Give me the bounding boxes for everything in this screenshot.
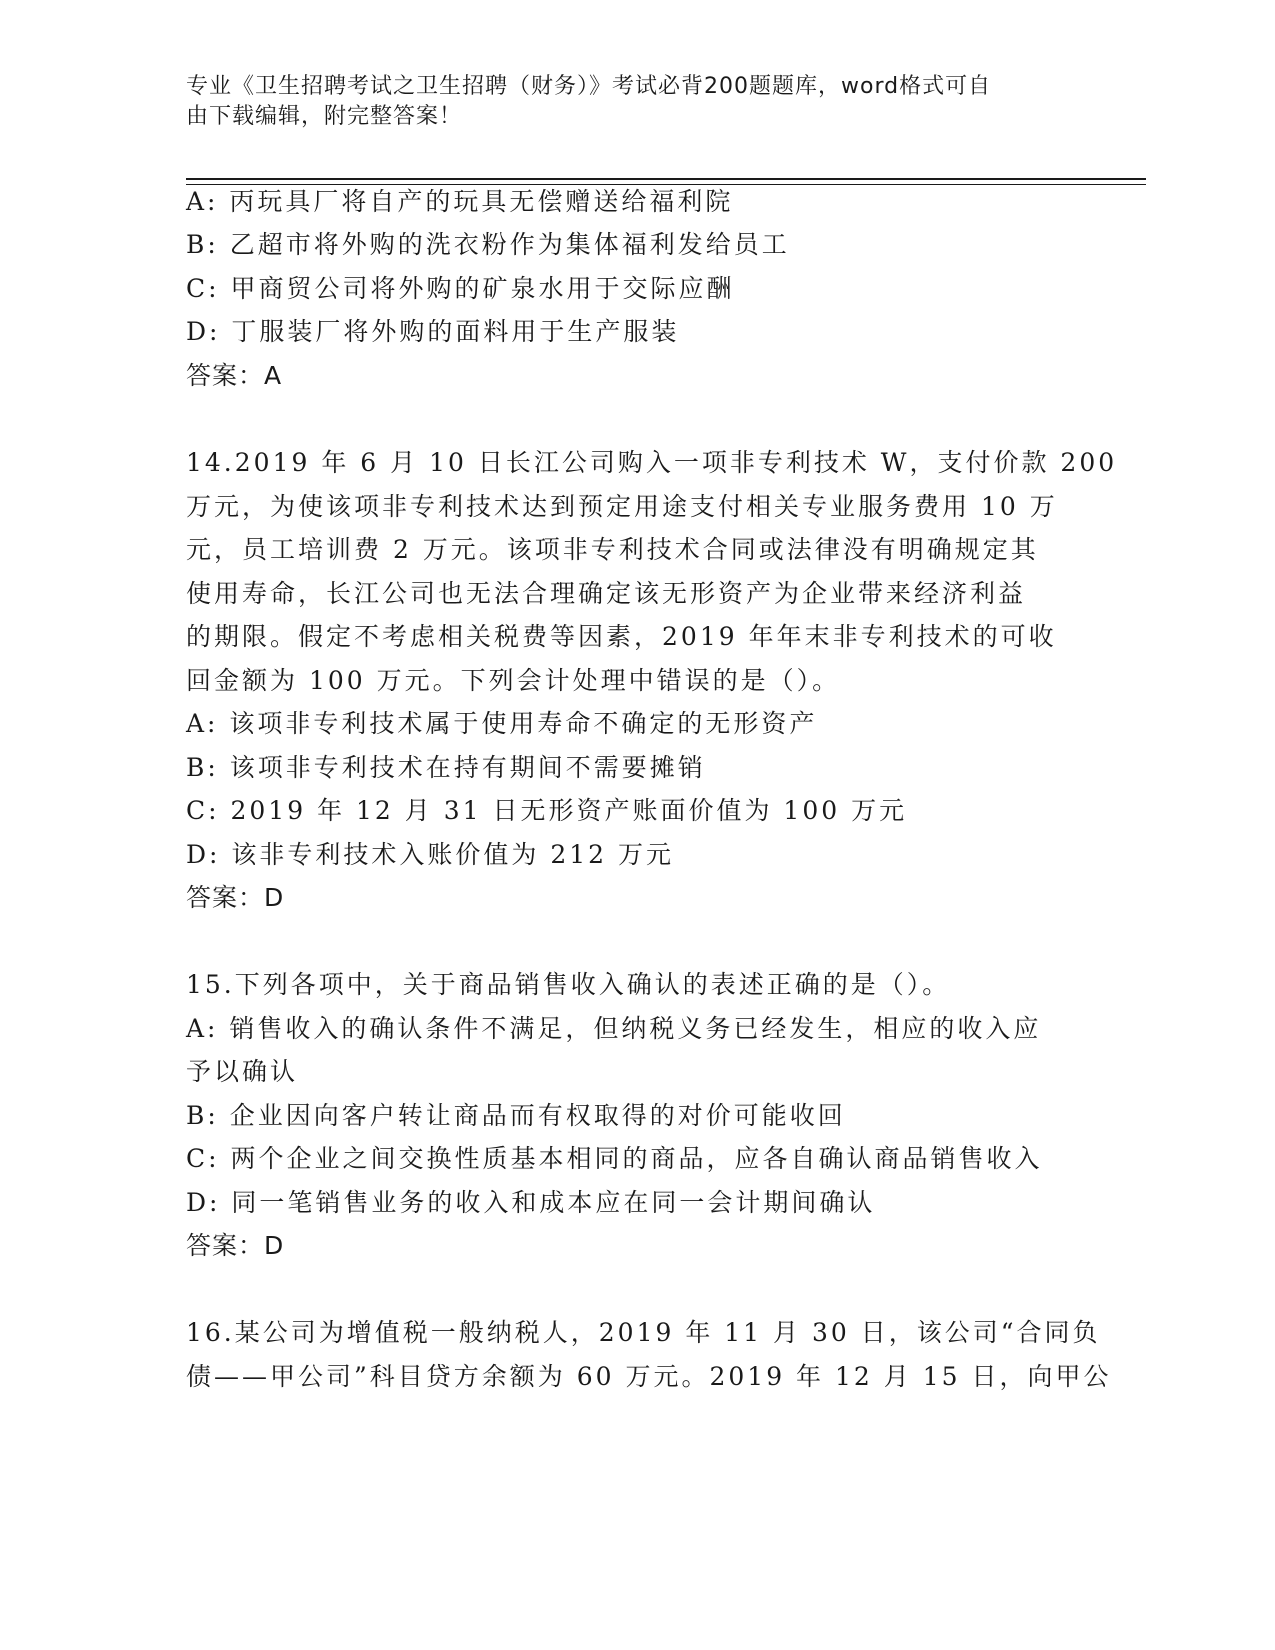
q15-option-d: D: 同一笔销售业务的收入和成本应在同一会计期间确认 xyxy=(186,1188,876,1217)
q14-stem-line-3: 元，员工培训费 2 万元。该项非专利技术合同或法律没有明确规定其 xyxy=(186,535,1039,564)
q14-option-d: D: 该非专利技术入账价值为 212 万元 xyxy=(186,840,675,869)
q13-option-b: B: 乙超市将外购的洗衣粉作为集体福利发给员工 xyxy=(186,230,790,259)
header-rule-thick xyxy=(186,178,1146,180)
q14-stem-line-1: 14.2019 年 6 月 10 日长江公司购入一项非专利技术 W，支付价款 200 xyxy=(186,448,1118,477)
q15-answer: 答案：D xyxy=(186,1231,285,1260)
q14-stem-line-5: 的期限。假定不考虑相关税费等因素，2019 年年末非专利技术的可收 xyxy=(186,622,1057,651)
header-title-line-1: 专业《卫生招聘考试之卫生招聘（财务）》考试必背200题题库，word格式可自 xyxy=(186,74,992,99)
q13-answer: 答案：A xyxy=(186,361,283,390)
q15-option-c: C: 两个企业之间交换性质基本相同的商品，应各自确认商品销售收入 xyxy=(186,1144,1043,1173)
q16-stem-line-2: 债——甲公司”科目贷方余额为 60 万元。2019 年 12 月 15 日，向甲公 xyxy=(186,1362,1112,1391)
q14-answer: 答案：D xyxy=(186,883,285,912)
q15-stem: 15.下列各项中，关于商品销售收入确认的表述正确的是（）。 xyxy=(186,970,951,999)
q13-option-d: D: 丁服装厂将外购的面料用于生产服装 xyxy=(186,317,680,346)
document-header xyxy=(186,72,1066,132)
header-title-line-2: 由下载编辑，附完整答案！ xyxy=(186,104,463,129)
q16-stem-line-1: 16.某公司为增值税一般纳税人，2019 年 11 月 30 日，该公司“合同负 xyxy=(186,1318,1101,1347)
q14-stem-line-6: 回金额为 100 万元。下列会计处理中错误的是（）。 xyxy=(186,666,841,695)
q14-stem-line-4: 使用寿命，长江公司也无法合理确定该无形资产为企业带来经济利益 xyxy=(186,579,1027,608)
q14-option-a: A: 该项非专利技术属于使用寿命不确定的无形资产 xyxy=(186,709,818,738)
q13-option-c: C: 甲商贸公司将外购的矿泉水用于交际应酬 xyxy=(186,274,735,303)
q13-option-a: A: 丙玩具厂将自产的玩具无偿赠送给福利院 xyxy=(186,187,734,216)
q14-option-b: B: 该项非专利技术在持有期间不需要摊销 xyxy=(186,753,706,782)
q15-option-b: B: 企业因向客户转让商品而有权取得的对价可能收回 xyxy=(186,1101,846,1130)
q14-stem-line-2: 万元，为使该项非专利技术达到预定用途支付相关专业服务费用 10 万 xyxy=(186,492,1058,521)
q15-option-a-line-1: A: 销售收入的确认条件不满足，但纳税义务已经发生，相应的收入应 xyxy=(186,1014,1042,1043)
q14-option-c: C: 2019 年 12 月 31 日无形资产账面价值为 100 万元 xyxy=(186,796,908,825)
q15-option-a-line-2: 予以确认 xyxy=(186,1057,299,1086)
